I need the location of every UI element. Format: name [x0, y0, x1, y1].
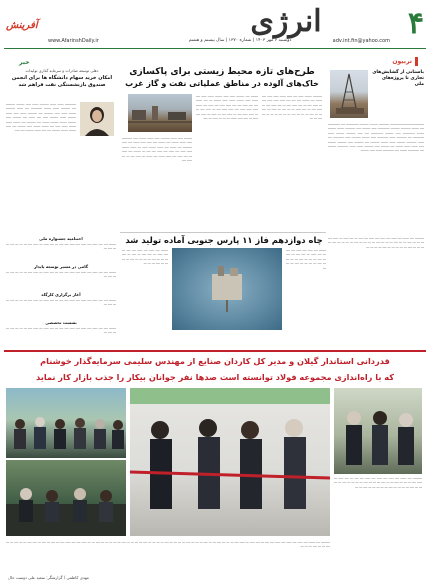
main-headline-line1: طرح‌های تازه محیط زیستی برای پاکسازی [129, 67, 315, 77]
right-top-body: ــــــــــــــــــــــــــــــــــ ــــــــــ ــــــــ ـــــــــ ــــــــــــ ــــ ــــــــــــ ــــ ـــــــ ــــــــــ ـــــــــ ــــــــــــ ـــــ ــــــــ ـــــ ــــــــــ ـــــــ ــــــــ ـــــــ ــــــــــــ ـــــ ــــــــ ــــــــــــ ــــ ـــــ ـــــــــ ــــــــ ــــــ ـــــــــــ ــــ ــــــــــ ــــــ ـــــــــــ ـــــ ــــــــ ـــــــــ ـــــ ـــــــــــ ــــ ــــــ ــــــــــ ــــــــ ــــــ ـــــــ ـــــــــ ــــ ـــــــــ ـــــ ـــــــــ ــــــــ ـــــ ــــــ ــــــ ـــــــ ــــ ــــــــ ـــــ ـــــــــ ــــــ ــــــ ـــــــــــ ــــــــ ــــ ـــــــــــ ـــــــ ــــ ـــــــــــ ــــــ ـــــ ــــــــ [328, 122, 424, 153]
main-headline-line2: خاک‌های آلوده در مناطق عملیاتی نفت و گاز غرب [125, 79, 319, 88]
officials-illustration [334, 388, 422, 474]
left-column-lower [6, 236, 116, 346]
right-column-top [328, 68, 424, 232]
second-body-right: ـــــــ ــــ ـــــ ــــ ـــــ ــــ ــــ ـــ ــــ ـــــ ـــ ــــ ــــ ـــ ــــ ـــ ــــ ـــ ـــ ـــ ــــ ـــ ـــ ـــ ـــ ــــ ـــ ـــ ـــ ـــ ــــ ـــ ـــ ـــ [286, 248, 326, 270]
main-body-right: ـــــــــ ـــــــ ـــــ ــــ ـــــ ــــــ ـــــ ـــــ ــــ ــــــ ــــ ـــــــ ــــ ــــ ــــ ـــــ ـــــ ـــــ ــــ ـــ ـــــ ــــ ـــ ــــ ـــــ ــــ ـــ ــــ ـــــ ــــ ـــ ـــــ ــــ ـــ ــــ ـــــ ـــ ـــ ــــ ـــ ـــــ ـــ ــــ ـــ ـــ ــــ ـــ ـــ ـــ ــــ ـــ ـــ ـــ ـــ ـــ ـــ ـــ ــــ ـــ ـــ [262, 94, 322, 121]
left-item-title: آغاز برگزاری کارگاه [41, 292, 81, 297]
site-illustration [128, 94, 192, 132]
section-tag-left: خبر [19, 59, 30, 66]
top-left-kicker: دهلی توسعه صادرات و سرمایه گذاری تولیدات [25, 68, 99, 73]
ribbon-cutting-photo [130, 388, 330, 536]
brand-logo: آفرینش [6, 20, 38, 31]
platform-illustration [172, 248, 282, 330]
audience-illustration [6, 388, 126, 458]
left-item-title: اختتامیه جشنواره ملی [39, 236, 83, 241]
main-body-center: ـــــــ ــــ ــــــــ ـــــ ـــــ ـــــــ ــــــ ـــــ ــــ ــــــ ـــــ ـــــــ ــــــ ـــــ ـــــــ ـــ ــــ ــــــ ــــ ــــ ـــــ ــــ ــــ ـــــ ـــــ ــــ ـــــ ــــ ــــــ ـــــ ـــــ ـــــ ــــ ـــــ ـــــ ــــ ـــ ـــــ ــــ ـــ ـــ ـــــ ـــــ ــــ ـــ ـــــ ــــ ـــ ـــــ ـــ ـــــ ــــ ـــــ ـــ ــــ ـــــ ــــــ ـــ ـــ ـــ ـــــ ـــ ــــ [196, 94, 258, 121]
second-body-left: ـــــــ ــــ ـــــ ــــ ـــــ ــــ ــــ ـــ ــــ ـــــ ـــ ــــ ــــ ـــ ــــ ـــ ــــ ـــ ـــ ـــ ــــ ـــ ـــ ـــ ـــ ــــ ـــ ـــ ـــ ـــ ــــ ـــ ـــ ـــ [122, 248, 168, 266]
byline: مهدی کاظمی / گزارشگر: سعید علی دوست حال [8, 575, 89, 580]
banner-lower-body: ـــــــــ ــــ ــــــ ــــ ـــــ ــــ ـــــ ــــ ـــــ ــــ ــــ ـــ ــــ ـــــ ـــ ـــــ ــــ ـــ ـــ ـــ ــــ ـــ ـــ ــــ ـــ ـــ ـــ ــــ ـــ ـــ ـــ ـــ ــــ ـــ ـــ ـــ ـــ ــــ ـــ ـــ ـــ ـــ ــــ ـــ ـــ ـــ ـــ ـــ ــــ ـــ ـــ ـــــ ــــ ــــ ـــــ ــــ ـــ ــــ ـــ ــــ ـــ ــــ ــــ ـــ ـــ ــــ ـــ ـــ ــــ ـــ ـــ ــــ ـــ ـــ ـــ [6, 540, 330, 549]
masthead-logo: انرژی [250, 4, 322, 39]
meeting-illustration [6, 460, 126, 536]
right-column-lower-body: ـــــــــ ــــ ــــــ ــــ ـــــ ــــ ـــــ ــــ ـــــ ــــ ــــ ـــ ــــ ـــــ ـــ ـــــ ــــ ـــ ـــ ـــ ــــ ـــ ـــ ــــ ـــ ـــ ـــ ــــ ـــ ـــ ـــ ـــ ــــ ـــ ـــ ـــ ـــ ــــ ـــ ـــ ـــ ـــ ــــ ـــ ـــ ـــ ـــ ـــ ــــ ـــ ـــ ـــ ـــ [328, 236, 424, 249]
offshore-platform-photo [172, 248, 282, 330]
portrait-illustration [80, 102, 114, 136]
officials-photo [334, 388, 422, 474]
top-left-body: ـــــــــــ ــــــ ــــــ ـــــــــ ــــــ ـــــ ــــــــ ـــــــــ ــــ ـــــــــ ــــــ ـــــــ ـــــــــــ ــــ ــــــ ـــــــــ ـــــــ ــــــ ـــــ ـــــــــ ــــ ـــــــــ ــــــ ـــــ ــــــ ــــــــ ــــــ ــــــــ ـــــ ــــ ــــــ ــــ ــــــــ ـــــ ــــــــ ـــــــ ــــــــ ـــــــ ــــ ـــــــــ ــــ ـــــــ ــــــ ـــــــ ــــــ ـــــ ــــ ـــــــ ـــــــ ـــــ ــــــــ ــــ ـــــ ـــــــ ـــــــ ــــــــ ــــ ــــ ــــــ ــــــــ ــــ ـــــ [6, 102, 76, 133]
divider-main [120, 232, 326, 233]
second-headline: چاه دوازدهم فاز ۱۱ پارس جنوبی آماده تولید شد [125, 235, 323, 245]
date-line: دوشنبه ۶ مهر ۱۴۰۳ | شماره ۱۳۷۰ | سال بیستم و هشتم [188, 38, 292, 43]
masthead [0, 0, 430, 52]
main-body-left: ــــــــ ـــــ ــــــ ـــــــــ ـــــ ــــــ ـــــــ ـــــ ــــــــــ ـــــ ــــــ ـــــــ ــــ ـــــــ ــــ ـــــ ـــــ ــــــ ــــ ـــــ ـــــــــ ــــ ــــــ ــــ ــــــ ـــــــ ـــــ ـــ ــــــ ـــــــ ـــــ ـــــ ــــ ـــــ ــــ ـــــ ــــ ــــ ـــ ـــــــ ــــ ـــــ ـــ ــــ ـــــ ــــ ـــــ ــــــ ــــ ــــــ ـــ ـــــ ــــ ـــ ـــ ـــــ ــــ [122, 136, 192, 163]
page-number: ۴ [407, 6, 424, 41]
ribbon-illustration [130, 388, 330, 536]
main-story [122, 66, 322, 232]
left-item-body: ـــــــ ــــ ــــ ـــــ ــــ ـــــ ــــ ـــــ ــــ ــــ ـــ ــــ ـــــ ـــ ـــــ ــــ ـــ ـــ ـــ ــــ ـــ ـــ ــــ ـــ [6, 326, 116, 335]
masthead-rule [4, 48, 426, 49]
email-address[interactable]: adv.int.fin@yahoo.com [332, 38, 390, 44]
right-top-headline: باستانی از گشایش‌های تجاری تا پروژه‌های ملی [372, 70, 424, 87]
rig-illustration [330, 70, 368, 118]
banner-right-body: ـــــــــ ــــ ــــــ ــــ ـــــ ــــ ـــــ ــــ ـــــ ــــ ــــ ـــ ــــ ـــــ ـــ ـــــ ــــ ـــ ـــ ـــ ــــ ـــ ـــ ــــ ـــ ـــ ـــ ــــ ـــ ـــ ـــ ـــ ــــ ـــ ـــ ـــ ـــ ــــ ـــ ـــ ـــ ـــ ــــ ـــ ـــ ـــ ـــ ـــ ــــ ـــ ـــ [334, 476, 422, 489]
ceremony-photo-audience [6, 388, 126, 458]
left-item-title: گامی در مسیر توسعه پایدار [33, 264, 89, 269]
banner-headline-line1: قدردانی استاندار گیلان و مدیر کل کاردان صنایع از مهندس سلیمی سرمایه‌گذار خوشنام [40, 356, 390, 366]
second-story [122, 234, 326, 346]
top-left-headline: امکان خرید سهام دانشگاه ها برای انجمن صندوق بازنشستگی نفت فراهم شد [11, 75, 113, 88]
ceremony-photo-meeting [6, 460, 126, 536]
section-tag-right: تربیون [389, 57, 418, 66]
banner-headline-line2: که با راه‌اندازی مجموعه فولاد توانسته است صدها نفر جوانان بیکار را جذب بازار کار نماید [36, 372, 394, 382]
left-item-body: ـــــــ ــــ ــــ ـــــ ــــ ـــــ ــــ ـــــ ــــ ــــ ـــ ــــ ـــــ ـــ ـــــ ــــ ـــ ـــ ـــ ــــ ـــ ـــ ــــ ـــ [6, 270, 116, 279]
left-item-body: ـــــــ ــــ ــــ ـــــ ــــ ـــــ ــــ ـــــ ــــ ــــ ـــ ــــ ـــــ ـــ ـــــ ــــ ـــ ـــ ـــ ــــ ـــ ـــ ــــ ـــ [6, 242, 116, 251]
website-url[interactable]: www.AfarinshDaily.ir [48, 38, 99, 44]
portrait-photo [80, 102, 114, 136]
left-item-title: نشست تخصصی [45, 320, 77, 325]
top-left-story [6, 66, 116, 232]
left-item-body: ـــــــ ــــ ــــ ـــــ ــــ ـــــ ــــ ـــــ ــــ ــــ ـــ ــــ ـــــ ـــ ـــــ ــــ ـــ ـــ ـــ ــــ ـــ ـــ ــــ ـــ [6, 298, 116, 307]
bottom-feature [4, 350, 426, 582]
industrial-site-photo [128, 94, 192, 132]
oil-rig-photo [330, 70, 368, 118]
